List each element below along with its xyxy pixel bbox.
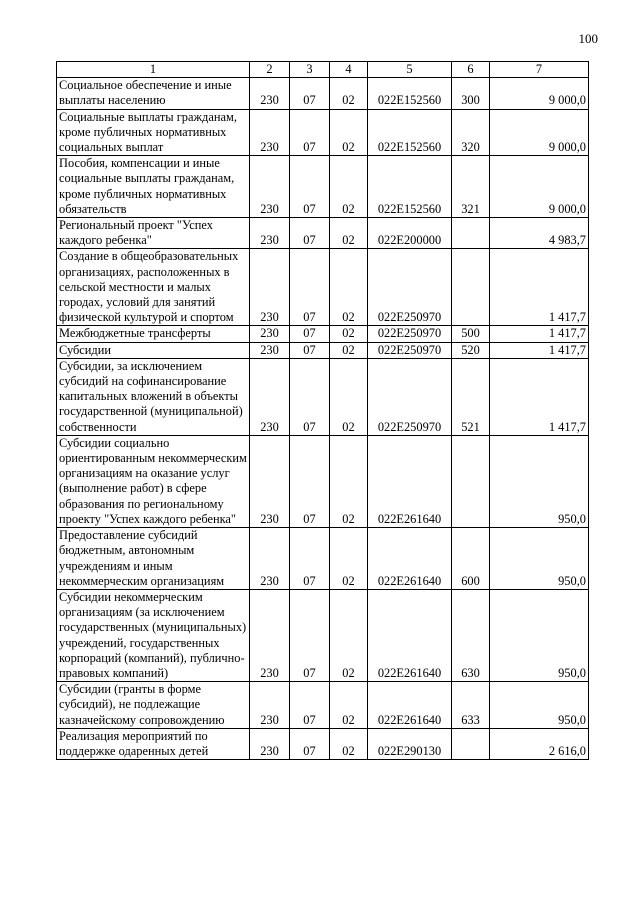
row-code-2: 230 (250, 249, 290, 326)
row-code-5: 022E261640 (368, 528, 452, 590)
row-code-6: 320 (452, 109, 490, 156)
row-code-2: 230 (250, 589, 290, 681)
row-code-3: 07 (290, 109, 330, 156)
table-row (57, 682, 589, 729)
column-number-6: 6 (452, 62, 490, 78)
row-code-3: 07 (290, 589, 330, 681)
row-code-4: 02 (330, 109, 368, 156)
row-code-5: 022E261640 (368, 682, 452, 729)
row-code-3: 07 (290, 249, 330, 326)
table-row (57, 78, 589, 109)
row-code-4: 02 (330, 358, 368, 435)
row-name: Пособия, компенсации и иные социальные выплаты гражданам, кроме публичных нормативных обязательств (57, 156, 250, 218)
row-name: Субсидии (гранты в форме субсидий), не подлежащие казначейскому сопровождению (57, 682, 250, 729)
row-code-6: 520 (452, 342, 490, 358)
row-code-6 (452, 728, 490, 759)
row-code-6: 600 (452, 528, 490, 590)
table-row (57, 109, 589, 156)
row-code-2: 230 (250, 109, 290, 156)
row-code-2: 230 (250, 78, 290, 109)
column-number-3: 3 (290, 62, 330, 78)
row-amount: 1 417,7 (490, 342, 589, 358)
row-code-5: 022E250970 (368, 342, 452, 358)
row-code-3: 07 (290, 78, 330, 109)
row-name: Субсидии социально ориентированным некоммерческим организациям на оказание услуг (выполнение работ) в сфере образования по региональному проекту "Успех каждого ребенка" (57, 435, 250, 527)
row-name: Субсидии, за исключением субсидий на софинансирование капитальных вложений в объекты государственной (муниципальной) собственности (57, 358, 250, 435)
table-row (57, 358, 589, 435)
row-code-6: 630 (452, 589, 490, 681)
table-row (57, 249, 589, 326)
row-code-6: 521 (452, 358, 490, 435)
row-code-5: 022E250970 (368, 358, 452, 435)
row-code-6 (452, 249, 490, 326)
row-code-3: 07 (290, 218, 330, 249)
row-code-4: 02 (330, 78, 368, 109)
row-name: Субсидии (57, 342, 250, 358)
row-code-4: 02 (330, 589, 368, 681)
row-code-4: 02 (330, 342, 368, 358)
table-row (57, 326, 589, 342)
row-amount: 9 000,0 (490, 78, 589, 109)
table-row (57, 435, 589, 527)
row-amount: 950,0 (490, 528, 589, 590)
row-code-2: 230 (250, 342, 290, 358)
row-name: Межбюджетные трансферты (57, 326, 250, 342)
page-number: 100 (578, 31, 598, 46)
row-amount: 9 000,0 (490, 109, 589, 156)
row-code-5: 022E200000 (368, 218, 452, 249)
row-code-2: 230 (250, 728, 290, 759)
row-code-3: 07 (290, 528, 330, 590)
row-code-6 (452, 218, 490, 249)
row-code-3: 07 (290, 682, 330, 729)
budget-table (56, 61, 589, 760)
column-number-4: 4 (330, 62, 368, 78)
row-code-5: 022E250970 (368, 249, 452, 326)
row-name: Социальные выплаты гражданам, кроме публичных нормативных социальных выплат (57, 109, 250, 156)
row-code-3: 07 (290, 156, 330, 218)
row-code-6: 500 (452, 326, 490, 342)
row-amount: 950,0 (490, 435, 589, 527)
column-number-7: 7 (490, 62, 589, 78)
row-code-4: 02 (330, 218, 368, 249)
row-name: Региональный проект "Успех каждого ребенка" (57, 218, 250, 249)
row-amount: 950,0 (490, 589, 589, 681)
row-amount: 1 417,7 (490, 358, 589, 435)
row-code-2: 230 (250, 528, 290, 590)
row-code-2: 230 (250, 435, 290, 527)
row-code-5: 022E261640 (368, 435, 452, 527)
column-number-5: 5 (368, 62, 452, 78)
row-name: Субсидии некоммерческим организациям (за исключением государственных (муниципальных) учреждений, государственных корпораций (компаний), публично-правовых компаний) (57, 589, 250, 681)
row-code-2: 230 (250, 358, 290, 435)
row-code-5: 022E290130 (368, 728, 452, 759)
table-row (57, 156, 589, 218)
row-code-4: 02 (330, 728, 368, 759)
table-row (57, 589, 589, 681)
table-row (57, 342, 589, 358)
row-name: Создание в общеобразовательных организациях, расположенных в сельской местности и малых городах, условий для занятий физической культурой и спортом (57, 249, 250, 326)
row-amount: 2 616,0 (490, 728, 589, 759)
row-code-2: 230 (250, 156, 290, 218)
row-name: Социальное обеспечение и иные выплаты населению (57, 78, 250, 109)
row-code-5: 022E250970 (368, 326, 452, 342)
row-code-2: 230 (250, 682, 290, 729)
row-code-2: 230 (250, 218, 290, 249)
row-code-4: 02 (330, 326, 368, 342)
row-amount: 950,0 (490, 682, 589, 729)
table-row (57, 528, 589, 590)
row-code-2: 230 (250, 326, 290, 342)
column-number-2: 2 (250, 62, 290, 78)
table-row (57, 218, 589, 249)
row-amount: 9 000,0 (490, 156, 589, 218)
row-code-3: 07 (290, 326, 330, 342)
row-code-5: 022E152560 (368, 78, 452, 109)
row-code-3: 07 (290, 358, 330, 435)
row-code-5: 022E152560 (368, 156, 452, 218)
row-name: Реализация мероприятий по поддержке одаренных детей (57, 728, 250, 759)
row-code-6: 300 (452, 78, 490, 109)
row-code-4: 02 (330, 156, 368, 218)
row-code-5: 022E152560 (368, 109, 452, 156)
table-row (57, 728, 589, 759)
row-amount: 4 983,7 (490, 218, 589, 249)
row-code-3: 07 (290, 435, 330, 527)
column-number-1: 1 (57, 62, 250, 78)
row-code-3: 07 (290, 728, 330, 759)
row-code-6: 633 (452, 682, 490, 729)
row-amount: 1 417,7 (490, 326, 589, 342)
row-code-4: 02 (330, 435, 368, 527)
row-code-3: 07 (290, 342, 330, 358)
row-code-4: 02 (330, 249, 368, 326)
row-name: Предоставление субсидий бюджетным, автономным учреждениям и иным некоммерческим организациям (57, 528, 250, 590)
row-code-6 (452, 435, 490, 527)
row-code-4: 02 (330, 528, 368, 590)
row-amount: 1 417,7 (490, 249, 589, 326)
row-code-4: 02 (330, 682, 368, 729)
row-code-6: 321 (452, 156, 490, 218)
row-code-5: 022E261640 (368, 589, 452, 681)
column-number-row (57, 62, 589, 78)
